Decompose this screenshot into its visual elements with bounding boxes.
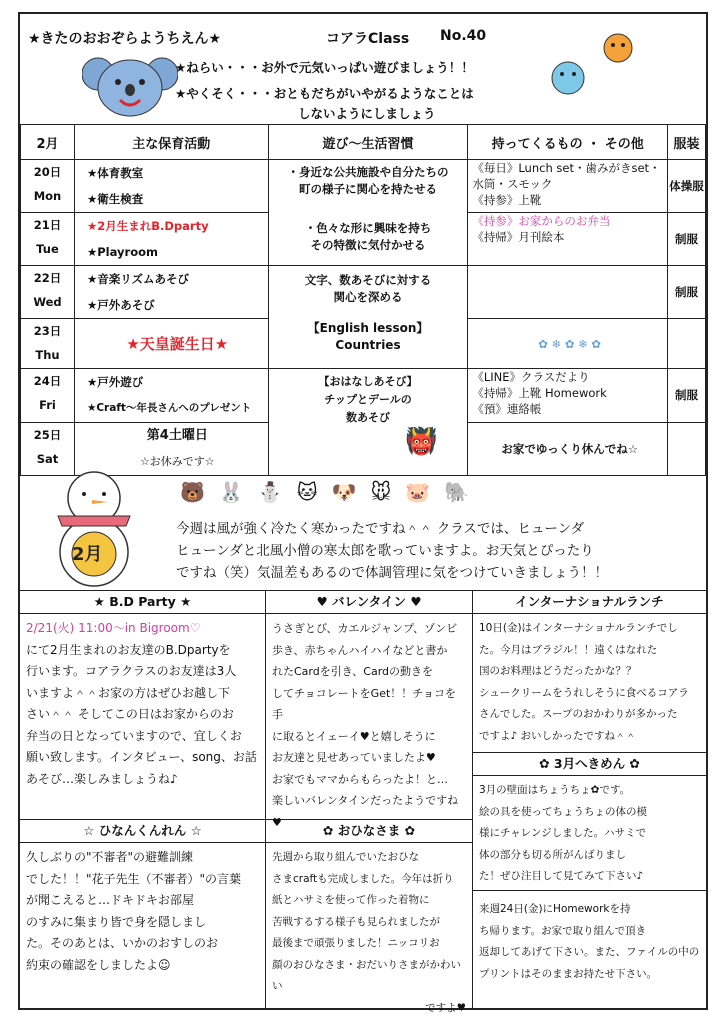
promise-text-1: ★やくそく・・・おともだちがいやがるようなことは bbox=[175, 86, 474, 101]
international-lunch-section: インターナショナルランチ 10日(金)はインターナショナルランチでし た。今月はブラジル！！遠くはなれた 国のお料理はどうだったかな？？ シュークリームをうれしそうに食べるコアラ さんでした。スープのおかわりが多かった ですよ♪ おいしかったですね＾＾ bbox=[473, 591, 706, 752]
activity-cell: ★2月生まれB.Dparty ★Playroom bbox=[74, 213, 268, 266]
play-header: 遊び～生活習慣 bbox=[268, 125, 468, 160]
activity-header: 主な保育活動 bbox=[74, 125, 268, 160]
play-cell: ・身近な公共施設や自分たちの 町の様子に関心を持たせる ・色々な形に興味を持ち その特徴に気付かせる bbox=[268, 160, 468, 266]
holiday-cell: ★天皇誕生日★ bbox=[74, 319, 268, 369]
bring-cell: ✿ ❄ ✿ ❄ ✿ bbox=[468, 319, 668, 369]
wall-decoration-section: ✿ 3月へきめん ✿ 3月の壁面はちょうちょ✿です。 絵の具を使ってちょうちょの体の模 様にチャレンジしました。ハサミで 体の部分も切る所がんばりまし た！ぜひ注目して見てみて下さい♪ bbox=[473, 753, 706, 890]
clothes-cell: 体操服 bbox=[668, 160, 706, 213]
animal-friends-illustration bbox=[548, 32, 648, 108]
section-title: ♥ バレンタイン ♥ bbox=[266, 591, 472, 614]
evacuation-drill-section: ☆ ひなんくんれん ☆ 久しぶりの"不審者"の避難訓練 でした！！"花子先生（不審者）"の言葉 が聞こえると…ドキドキお部屋 のすみに集まり皆で身を隠しまし た。そのあとは、いかのおすしのお 約束の確認をしましたよ☺ bbox=[20, 820, 265, 1010]
animal-garland: 🐻🐰⛄🐱🐶🐭🐷🐘 bbox=[180, 480, 484, 504]
activity-cell: ★体育教室 ★衛生検査 bbox=[74, 160, 268, 213]
oni-icon: 👹 bbox=[404, 427, 438, 457]
play-cell: 【おはなしあそび】 チップとデールの 数あそび 👹 bbox=[268, 369, 468, 476]
month-badge: 2月 bbox=[72, 544, 103, 565]
section-title: インターナショナルランチ bbox=[473, 591, 706, 614]
clothes-header: 服装 bbox=[668, 125, 706, 160]
clothes-cell: 制服 bbox=[668, 369, 706, 423]
bring-cell: 《毎日》Lunch set・歯みがきset・水筒・スモック 《持参》上靴 bbox=[468, 160, 668, 213]
day-cell: 21日 Tue bbox=[21, 213, 75, 266]
section-title: ✿ おひなさま ✿ bbox=[266, 820, 472, 843]
message-text: 今週は風が強く冷たく寒かったですね＾＾ クラスでは、ヒューンダ ヒューンダと北風小僧の寒太郎を歌っていますよ。お天気とぴったり ですね（笑）気温差もあるので体調管理に気をつけていきましょう！！ bbox=[176, 521, 608, 581]
month-header: 2月 bbox=[21, 125, 75, 160]
play-cell: 文字、数あそびに対する 関心を深める 【English lesson】 Countries bbox=[268, 266, 468, 369]
bd-party-section: ★ B.D Party ★ 2/21(火) 11:00～in Bigroom♡ にて2月生まれのお友達のB.Dpartyを 行います。コアラクラスのお友達は3人 いますよ＾＾お家の方はぜひお越し下 さい＾＾ そしてこの日はお家からのお 弁当の日となっていますので、宜しくお 願い致します。インタビュー、song、お話 あそび…楽しみましょうね♪ bbox=[20, 591, 265, 819]
school-name: ★きたのおおぞらようちえん★ bbox=[28, 31, 222, 47]
valentine-section: ♥ バレンタイン ♥ うさぎとび、カエルジャンプ、ゾンビ 歩き、赤ちゃんハイハイなどと書か れたCardを引き、Cardの動きを してチョコレートをGet！！チョコを手 に取るとイェーイ♥と嬉しそうに お友達と見せあっていましたよ♥ お家でもママからもらったよ！と… 楽しいバレンタインだったようですね♥ bbox=[266, 591, 472, 819]
snowman-illustration bbox=[34, 466, 154, 588]
clothes-cell: 制服 bbox=[668, 266, 706, 319]
bring-cell: お家でゆっくり休んでね☆ bbox=[468, 423, 668, 476]
day-cell: 24日 Fri bbox=[21, 369, 75, 423]
section-title: ☆ ひなんくんれん ☆ bbox=[20, 820, 265, 843]
day-cell: 23日 Thu bbox=[21, 319, 75, 369]
class-name: コアラClass bbox=[326, 31, 410, 47]
day-cell: 22日 Wed bbox=[21, 266, 75, 319]
activity-cell: ★戸外遊び ★Craft～年長さんへのプレゼント bbox=[74, 369, 268, 423]
newsletter-page bbox=[18, 12, 708, 1014]
section-title: ★ B.D Party ★ bbox=[20, 591, 265, 614]
teacher-message bbox=[20, 462, 706, 591]
issue-number: No.40 bbox=[440, 28, 487, 44]
bring-header: 持ってくるもの ・ その他 bbox=[468, 125, 668, 160]
day-cell: 25日 Sat bbox=[21, 423, 75, 476]
promise-text-2: しないようにしましょう bbox=[298, 106, 436, 121]
header bbox=[20, 14, 706, 122]
koala-illustration bbox=[82, 52, 178, 118]
bring-cell: 《持参》お家からのお弁当 《持帰》月刊絵本 bbox=[468, 213, 668, 266]
hina-dolls-section: ✿ おひなさま ✿ 先週から取り組んでいたおひな さまcraftも完成しました。今年は折り 紙とハサミを使って作った着物に 苦戦するする様子も見られましたが 最後まで頑張りました！ニッコリお 顔のおひなさま・おだいりさまがかわいい ですよ♥ bbox=[266, 820, 472, 1010]
bring-cell: 《LINE》クラスだより 《持帰》上靴 Homework 《預》連絡帳 bbox=[468, 369, 668, 423]
homework-section: 来週24日(金)にHomeworkを持 ち帰ります。お家で取り組んで頂き 返却してあげて下さい。また、ファイルの中の プリントはそのままお持たせ下さい。 bbox=[479, 903, 700, 980]
activity-cell: ★音楽リズムあそび ★戸外あそび bbox=[74, 266, 268, 319]
section-title: ✿ 3月へきめん ✿ bbox=[473, 753, 706, 776]
aim-text: ★ねらい・・・お外で元気いっぱい遊びましょう！！ bbox=[175, 60, 474, 75]
weekly-schedule-table bbox=[20, 124, 706, 476]
clothes-cell bbox=[668, 319, 706, 369]
clothes-cell: 制服 bbox=[668, 213, 706, 266]
bring-cell bbox=[468, 266, 668, 319]
activity-cell: 第4土曜日 ☆お休みです☆ bbox=[74, 423, 268, 476]
day-cell: 20日 Mon bbox=[21, 160, 75, 213]
